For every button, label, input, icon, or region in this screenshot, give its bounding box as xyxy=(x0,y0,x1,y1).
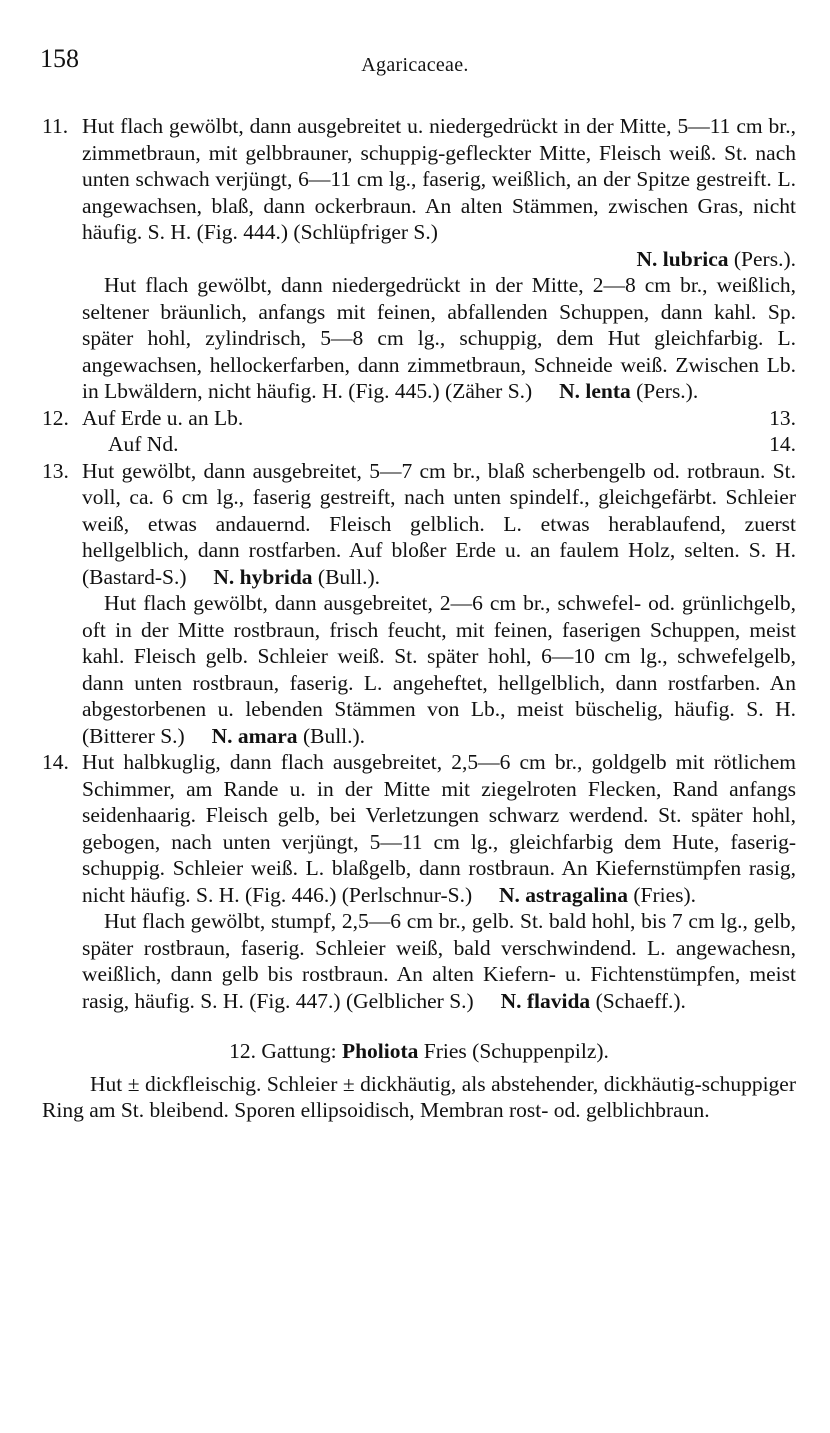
species-name: N. flavida xyxy=(500,988,591,1013)
lead-row xyxy=(82,405,796,432)
entry-number: 12. xyxy=(42,405,69,430)
lead-text: Auf Nd. xyxy=(108,432,179,456)
species-author: (Pers.). xyxy=(636,379,699,403)
species-name: N. lenta xyxy=(559,379,631,403)
lead-target: 14. xyxy=(769,432,796,456)
genus-heading xyxy=(42,1038,796,1065)
entry-paragraph xyxy=(82,272,796,405)
entry-paragraph xyxy=(82,908,796,1014)
entry-number: 14. xyxy=(42,750,69,774)
page-number: 158 xyxy=(40,44,79,73)
entry-number: 13. xyxy=(42,458,69,483)
lead-row xyxy=(82,431,796,458)
description-text: Hut flach gewölbt, dann ausgebreitet, 2—6 cm br., schwefel- od. grünlichgelb, oft in der Mitte rostbraun, frisch feucht, mit feinen, faserigen Schuppen, meist kahl. Fleisch gelb. Schleier weiß. St. später hohl, 6—10 cm lg., schwefelgelb, dann unten rostbraun, faserig. L. angeheftet, hellgelblich, dann rostfarben. An abgestorbenen u. lebenden Stämmen von Lb., meist büschelig, häufig. S. H. (Bitterer S.) xyxy=(82,591,796,748)
entry-paragraph xyxy=(82,113,796,272)
key-entry-13 xyxy=(42,458,796,750)
species-name: N. hybrida xyxy=(213,564,313,589)
genus-description: Hut ± dickfleischig. Schleier ± dickhäutig, als abstehender, dickhäutig-schuppiger Ring am St. bleibend. Sporen ellipsoidisch, Membran rost- od. gelblichbraun. xyxy=(42,1071,796,1122)
description-text: Hut flach gewölbt, dann ausgebreitet u. niedergedrückt in der Mitte, 5—11 cm br., zimmetbraun, mit gelbbrauner, schuppig-gefleckter Mitte, Fleisch weiß. St. nach unten schwach verjüngt, 6—11 cm lg., faserig, weißlich, an der Spitze gestreift. L. angewachsen, blaß, dann ockerbraun. An alten Stämmen, zwischen Gras, nicht häufig. S. H. (Fig. 444.) (Schlüpfriger S.) xyxy=(82,114,796,244)
key-entry-11 xyxy=(42,113,796,405)
running-head: Agaricaceae. xyxy=(361,54,469,76)
key-entry-12 xyxy=(42,405,796,458)
species-line xyxy=(82,246,796,273)
description-text: Hut flach gewölbt, dann niedergedrückt in der Mitte, 2—8 cm br., weißlich, seltener bräunlich, anfangs mit feinen, abfallenden Schuppen, dann kahl. Sp. später hohl, zylindrisch, 5—8 cm lg., schuppig, dem Hut gleichfarbig. L. angewachsen, hellockerfarben, dann zimmetbraun, Schneide weiß. Zwischen Lb. in Lbwäldern, nicht häufig. H. (Fig. 445.) (Zäher S.) xyxy=(82,273,796,403)
lead-target: 13. xyxy=(769,405,796,430)
description-text: Hut gewölbt, dann ausgebreitet, 5—7 cm br., blaß scherbengelb od. rotbraun. St. voll, ca. 6 cm lg., faserig gestreift, nach unten spindelf., gleichgefärbt. Schleier weiß, etwas andauernd. Fleisch gelblich. L. etwas herablaufend, zuerst hellgelblich, dann rostfarben. Auf bloßer Erde u. an faulem Holz, selten. S. H. (Bastard-S.) xyxy=(82,458,796,589)
species-name: N. amara xyxy=(211,723,298,748)
description-text: Hut flach gewölbt, stumpf, 2,5—6 cm br., gelb. St. bald hohl, bis 7 cm lg., gelb, später rostbraun, faserig. Schleier weiß, bald verschwindend. L. angewachesn, weißlich, dann gelb bis rostbraun. An alten Kiefern- u. Fichtenstümpfen, meist rasig, häufig. S. H. (Fig. 447.) (Gelblicher S.) xyxy=(82,909,796,1013)
species-author: (Schaeff.). xyxy=(595,988,686,1013)
entry-paragraph xyxy=(82,458,796,591)
species-name: N. lubrica xyxy=(636,246,729,271)
species-name: N. astragalina xyxy=(498,882,628,907)
genus-name: Pholiota xyxy=(341,1039,419,1063)
entry-number: 11. xyxy=(42,114,69,138)
genus-prefix: 12. Gattung: xyxy=(229,1039,337,1063)
entry-paragraph xyxy=(82,590,796,749)
species-author: (Pers.). xyxy=(733,246,796,271)
page-body xyxy=(42,113,796,1124)
lead-text: Auf Erde u. an Lb. xyxy=(82,405,244,430)
genus-suffix: Fries (Schuppenpilz). xyxy=(423,1039,609,1063)
entry-paragraph xyxy=(82,749,796,908)
key-entry-14 xyxy=(42,749,796,1014)
species-author: (Bull.). xyxy=(317,564,381,589)
description-text: Hut halbkuglig, dann flach ausgebreitet, 2,5—6 cm br., goldgelb mit rötlichem Schimmer, am Rande u. in der Mitte mit ziegelroten Flecken, Rand anfangs seidenhaarig. Fleisch gelb, bei Verletzungen schwarz werdend. St. später hohl, gebogen, nach unten verjüngt, 5—11 cm lg., gleichfarbig dem Hute, faserig-schuppig. Schleier weiß. L. blaßgelb, dann rostbraun. An Kiefernstümpfen rasig, nicht häufig. S. H. (Fig. 446.) (Perlschnur-S.) xyxy=(82,750,796,907)
page-header xyxy=(40,46,790,76)
species-author: (Fries). xyxy=(633,882,697,907)
species-author: (Bull.). xyxy=(302,723,366,748)
